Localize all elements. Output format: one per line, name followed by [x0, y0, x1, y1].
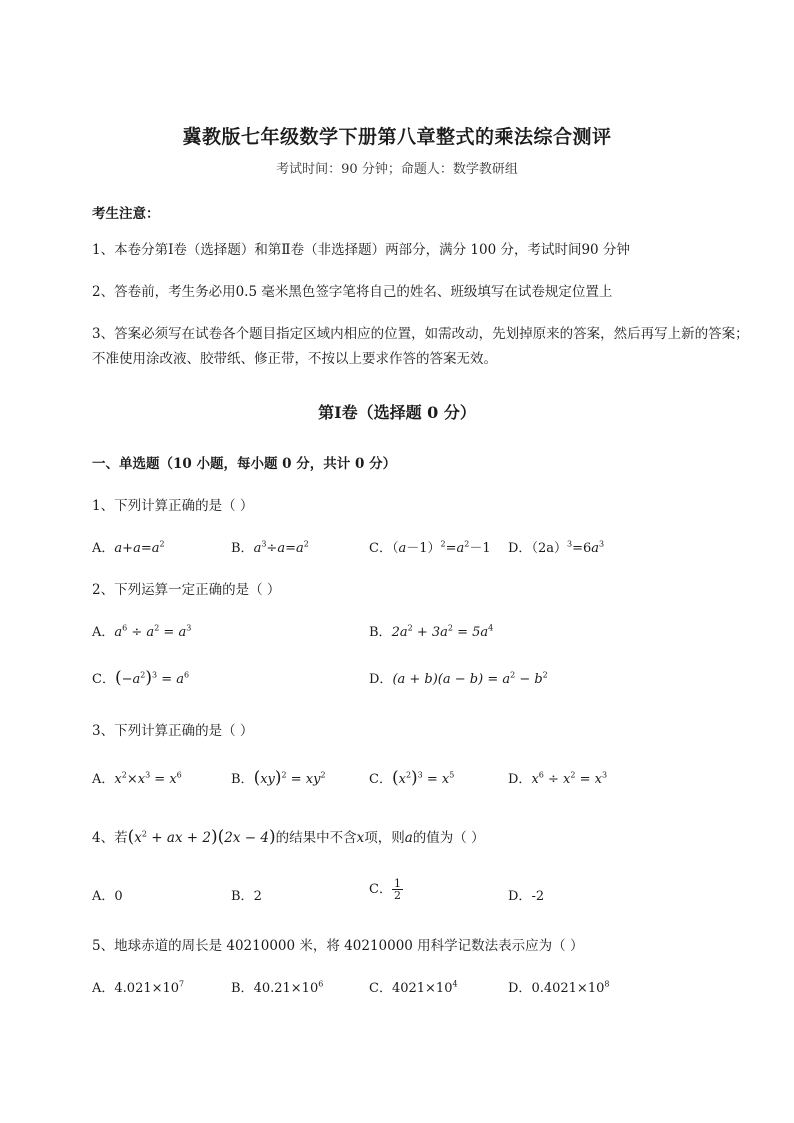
notice-heading: 考生注意：: [92, 206, 160, 222]
question-3-stem: 3、下列计算正确的是（ ）: [92, 723, 254, 739]
question-4-option-c[interactable]: C． $\frac{1}{2}$: [369, 877, 401, 902]
part-one-title: 第Ⅰ卷（选择题 0 分）: [318, 403, 476, 422]
question-1-stem: 1、下列计算正确的是（ ）: [92, 498, 254, 514]
question-2-option-d[interactable]: D．$(a + b)(a - b) = a^2 - b^2$: [369, 670, 548, 687]
question-2-option-c[interactable]: C．$(-a^2)^3 = a^6$: [92, 668, 190, 688]
question-1-option-a[interactable]: A．$a+a=a^2$: [92, 539, 165, 556]
question-2-option-a[interactable]: A．$a^6 \div a^2 = a^3$: [92, 623, 192, 640]
question-3-option-b[interactable]: B．$(xy)^2 = xy^2$: [231, 768, 326, 788]
section-heading: 一、单选题（10 小题，每小题 0 分，共计 0 分）: [92, 456, 397, 472]
question-4-stem: 4、若($x^2$ + ax + 2)(2x − 4)的结果中不含x项，则a的值为（ ）: [92, 827, 485, 847]
question-2-stem: 2、下列运算一定正确的是（ ）: [92, 582, 281, 598]
question-4-option-d[interactable]: D．-2: [508, 889, 545, 904]
question-5-stem: 5、地球赤道的周长是 40210000 米，将 40210000 用科学记数法表示应为（ ）: [92, 938, 584, 954]
notice-item-2: 2、答卷前，考生务必用0.5 毫米黑色签字笔将自己的姓名、班级填写在试卷规定位置上: [92, 284, 613, 300]
question-1-option-b[interactable]: B．$a^3\div a=a^2$: [231, 539, 309, 556]
question-1-option-d[interactable]: D．$(2a)^3=6a^3$: [508, 539, 605, 556]
question-5-option-b[interactable]: B．$40.21\times 10^6$: [231, 979, 324, 996]
question-3-option-a[interactable]: A．$x^2\times x^3 = x^6$: [92, 770, 182, 787]
question-5-option-a[interactable]: A．$4.021\times 10^7$: [92, 979, 185, 996]
question-4-option-b[interactable]: B．2: [231, 889, 262, 904]
fraction-one-half: $\frac{1}{2}$: [393, 877, 401, 902]
question-5-option-d[interactable]: D．$0.4021\times 10^8$: [508, 979, 610, 996]
question-3-option-c[interactable]: C．$(x^2)^3 = x^5$: [369, 768, 455, 788]
notice-item-3: 3、答案必须写在试卷各个题目指定区域内相应的位置，如需改动，先划掉原来的答案，然后再写上新的答案；不准使用涂改液、胶带纸、修正带，不按以上要求作答的答案无效。: [92, 326, 749, 367]
exam-title: 冀教版七年级数学下册第八章整式的乘法综合测评: [182, 126, 612, 148]
question-5-option-c[interactable]: C．$4021\times 10^4$: [369, 979, 458, 996]
question-3-option-d[interactable]: D．$x^6 \div x^2 = x^3$: [508, 770, 608, 787]
notice-item-1: 1、本卷分第Ⅰ卷（选择题）和第Ⅱ卷（非选择题）两部分，满分 100 分，考试时间90 分钟: [92, 242, 630, 258]
question-1-option-c[interactable]: C．$(a-1)^2=a^2-1$: [369, 539, 491, 556]
question-2-option-b[interactable]: B．$2a^2 + 3a^2 = 5a^4$: [369, 623, 494, 640]
exam-subtitle: 考试时间：90 分钟；命题人：数学教研组: [276, 162, 518, 177]
question-4-option-a[interactable]: A．0: [92, 889, 123, 904]
